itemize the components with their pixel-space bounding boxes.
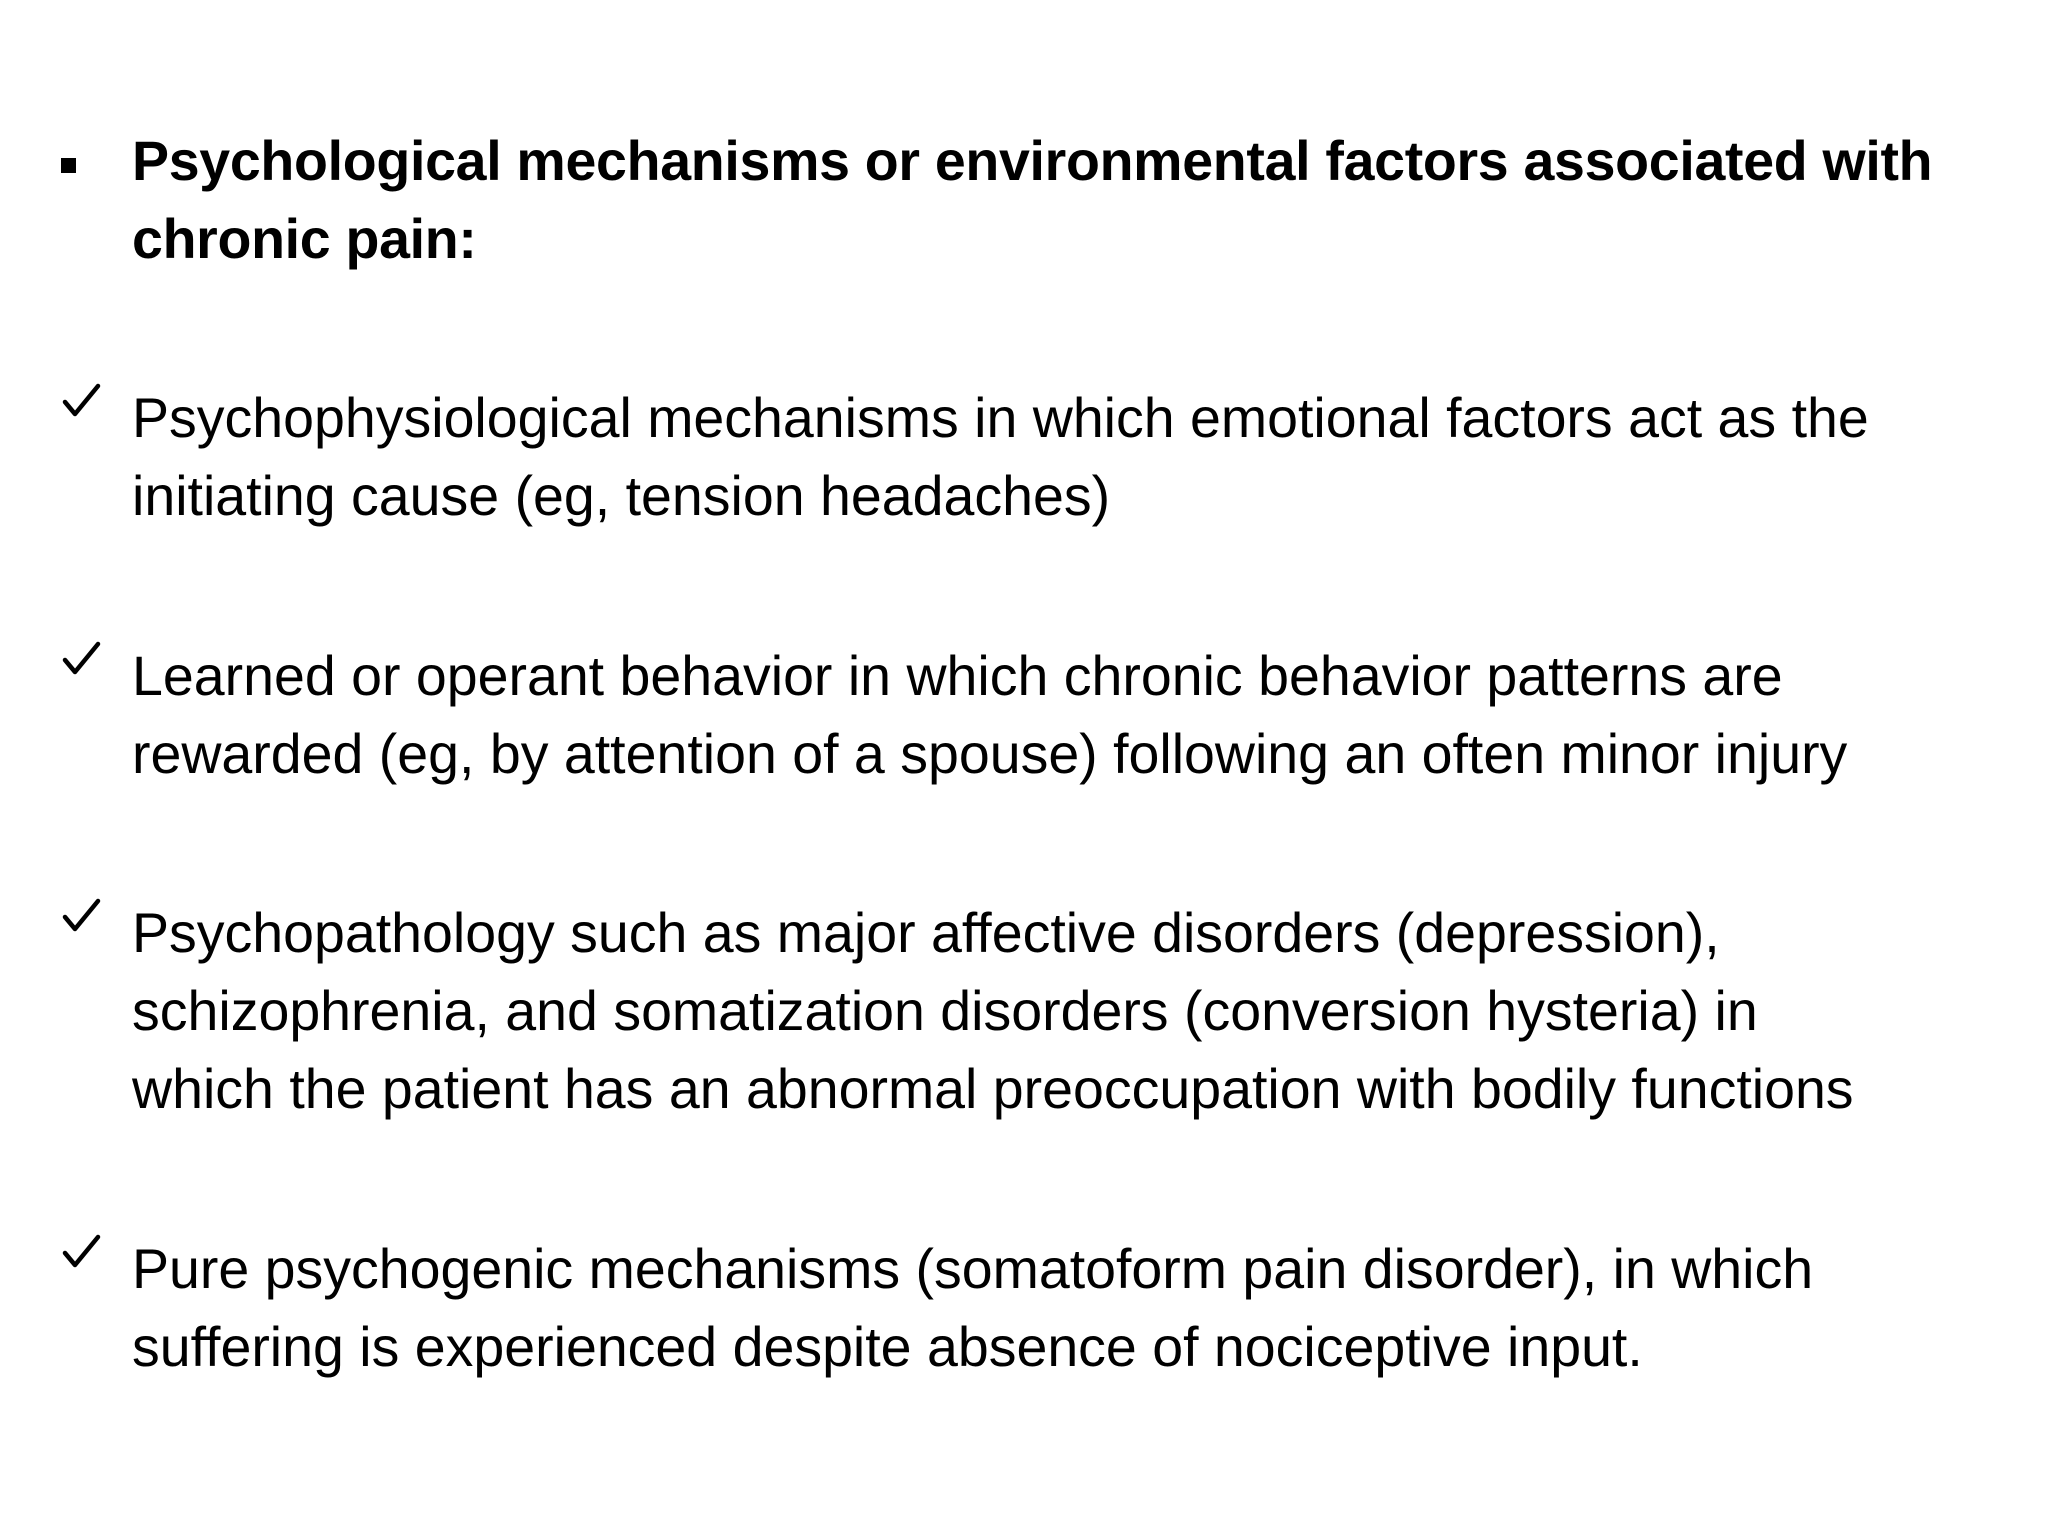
checkmark-icon [56, 634, 116, 694]
list-item-text: Psychophysiological mechanisms in which emotional factors act as the initiating cause (eg, tension headaches) [132, 387, 1869, 527]
list-item-text: Psychopathology such as major affective disorders (depression), schizophrenia, and somatization disorders (conversion hysteria) in which the patient has an abnormal preoccupation with bodily functions [132, 902, 1854, 1120]
list-item-text: Pure psychogenic mechanisms (somatoform pain disorder), in which suffering is experienced despite absence of nociceptive input. [132, 1238, 1814, 1378]
list-item-text: Learned or operant behavior in which chronic behavior patterns are rewarded (eg, by attention of a spouse) following an often minor injury [132, 645, 1848, 785]
square-bullet-icon [61, 158, 76, 173]
heading-text: Psychological mechanisms or environmental factors associated with chronic pain: [132, 130, 1933, 270]
checkmark-icon [56, 891, 116, 951]
checkmark-icon [56, 1227, 116, 1287]
checkmark-icon [56, 376, 116, 436]
